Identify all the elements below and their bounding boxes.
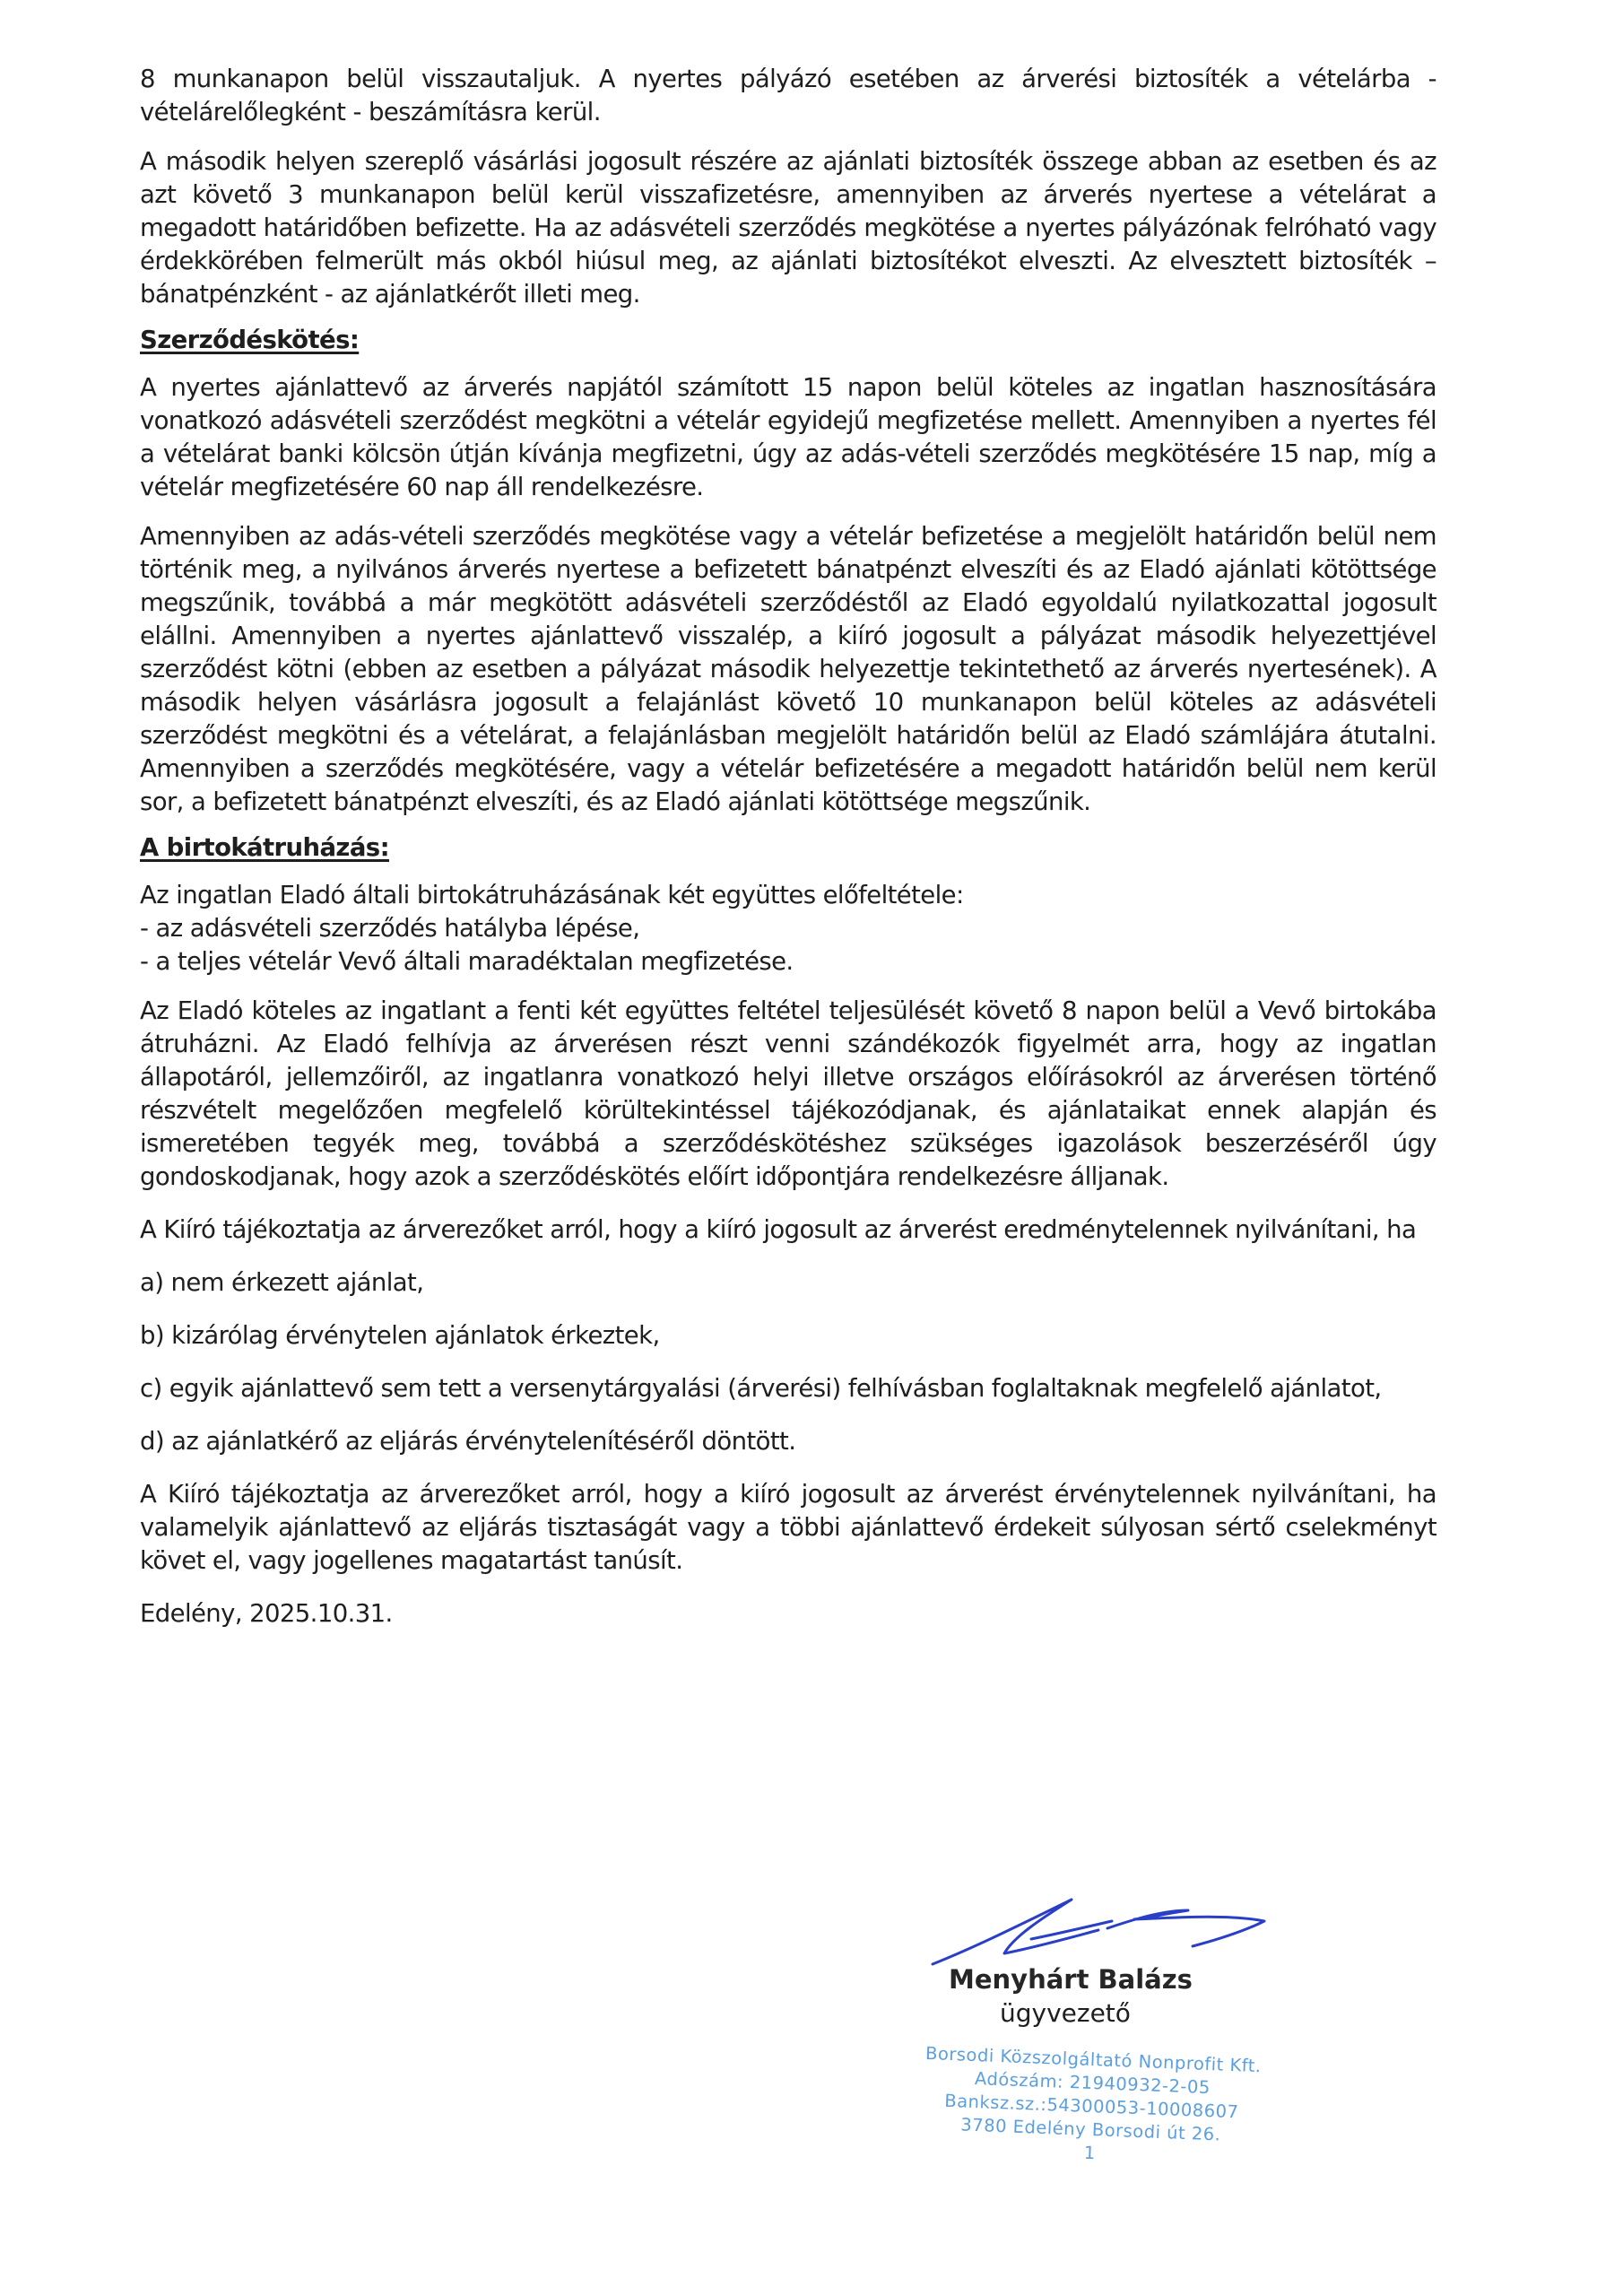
stamp-company-name: Borsodi Közszolgáltató Nonprofit Kft. [924,2042,1263,2077]
paragraph-second-place-deposit: A második helyen szereplő vásárlási jogosult részére az ajánlati biztosíték összege abban az esetben és az azt követő 3 munkanapon belül kerül visszafizetésre, amennyiben az árverés nyertese a vételárat a megadott határidőben befizette. Ha az adásvételi szerződés megkötése a nyertes pályázónak felróható vagy érdekkörében felmerült más okból hiúsul meg, az ajánlati biztosítékot elveszti. Az elvesztett biztosíték – bánatpénzként - az ajánlatkérőt illeti meg. [140,147,1436,309]
handwritten-signature [906,1874,1282,1973]
paragraph-unsuccessful-intro: A Kiíró tájékoztatja az árverezőket arról, hogy a kiíró jogosult az árverést eredménytelennek nyilvánítani, ha [140,1215,1417,1244]
section-heading-contract: Szerződéskötés: [140,326,360,354]
paragraph-possession-transfer: Az Eladó köteles az ingatlant a fenti két együttes feltétel teljesülését követő 8 napon belül a Vevő birtokába átruházni. Az Eladó felhívja az árverésen részt venni szándékozók figyelmét arra, hogy az ingatlan állapotáról, jellemzőiről, az ingatlanra vonatkozó helyi illetve országos előírásokról az árverésen történő részvételt megelőzően megfelelő körültekintéssel tájékozódjanak, és ajánlataikat ennek alapján és ismeretében tegyék meg, továbbá a szerződéskötéshez szükséges igazolások beszerzéséről úgy gondoskodjanak, hogy azok a szerződéskötés előírt időpontjára rendelkezésre álljanak. [140,996,1436,1191]
place-and-date: Edelény, 2025.10.31. [140,1599,393,1628]
possession-list-intro: Az ingatlan Eladó általi birtokátruházásának két együttes előfeltétele: [140,881,964,909]
paragraph-deposit-refund: 8 munkanapon belül visszautaljuk. A nyertes pályázó esetében az árverési biztosíték a vételárba - vételárelőlegként - beszámításra kerül. [140,65,1436,126]
possession-list-item: - az adásvételi szerződés hatályba lépése, [140,914,640,943]
stamp-bank-account: Banksz.sz.:54300053-10008607 [943,2090,1239,2123]
signature-block [888,1874,1300,2233]
possession-list-item: - a teljes vételár Vevő általi maradéktalan megfizetése. [140,947,794,976]
condition-item: c) egyik ajánlattevő sem tett a versenytárgyalási (árverési) felhívásban foglaltaknak megfelelő ajánlatot, [140,1374,1382,1403]
paragraph-invalid-declaration: A Kiíró tájékoztatja az árverezőket arról, hogy a kiíró jogosult az árverést érvénytelennek nyilvánítani, ha valamelyik ajánlattevő az eljárás tisztaságát vagy a többi ajánlattevő érdekeit súlyosan sértő cselekményt követ el, vagy jogellenes magatartást tanúsít. [140,1480,1436,1575]
stamp-number: 1 [1083,2142,1097,2164]
condition-item: d) az ajánlatkérő az eljárás érvénytelenítéséről döntött. [140,1427,796,1456]
stamp-address: 3780 Edelény Borsodi út 26. [959,2114,1221,2145]
condition-item: a) nem érkezett ajánlat, [140,1268,424,1297]
company-stamp [901,2041,1282,2172]
paragraph-contract-failure: Amennyiben az adás-vételi szerződés megkötése vagy a vételár befizetése a megjelölt határidőn belül nem történik meg, a nyilvános árverés nyertese a befizetett bánatpénzt elveszíti és az Eladó ajánlati kötöttsége megszűnik, továbbá a már megkötött adásvételi szerződéstől az Eladó egyoldalú nyilatkozattal jogosult elállni. Amennyiben a nyertes ajánlattevő visszalép, a kiíró jogosult a pályázat második helyezettjével szerződést kötni (ebben az esetben a pályázat második helyezettje tekintethető az árverés nyertesének). A második helyen vásárlásra jogosult a felajánlást követő 10 munkanapon belül köteles az adásvételi szerződést megkötni és a vételárat, a felajánlásban megjelölt határidőn belül az Eladó számlájára átutalni. Amennyiben a szerződés megkötésére, vagy a vételár befizetésére a megadott határidőn belül nem kerül sor, a befizetett bánatpénzt elveszíti, és az Eladó ajánlati kötöttsége megszűnik. [140,522,1436,816]
document-page [140,63,1436,1631]
signer-name: Menyhárt Balázs [949,1964,1193,1995]
paragraph-contract-terms: A nyertes ajánlattevő az árverés napjától számított 15 napon belül köteles az ingatlan hasznosítására vonatkozó adásvételi szerződést megkötni a vételár egyidejű megfizetése mellett. Amennyiben a nyertes fél a vételárat banki kölcsön útján kívánja megfizetni, úgy az adás-vételi szerződés megkötésére 15 nap, míg a vételár megfizetésére 60 nap áll rendelkezésre. [140,373,1436,501]
condition-item: b) kizárólag érvénytelen ajánlatok érkeztek, [140,1321,660,1350]
stamp-tax-number: Adószám: 21940932-2-05 [974,2067,1211,2099]
signer-title: ügyvezető [1000,1998,1131,2028]
section-heading-possession: A birtokátruházás: [140,833,389,862]
